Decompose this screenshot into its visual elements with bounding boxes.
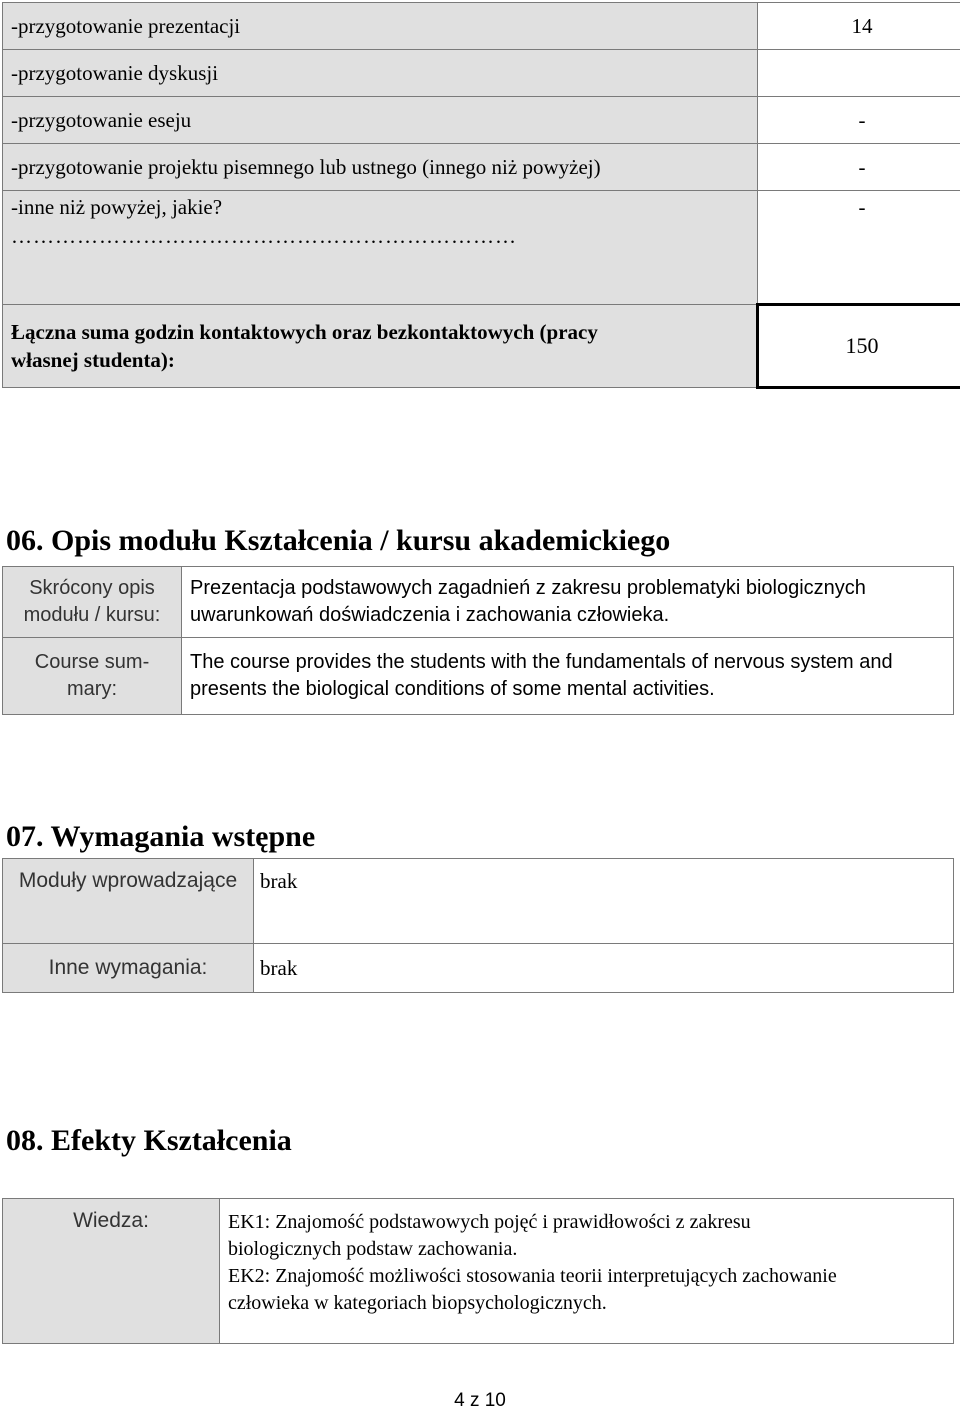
workload-label: -przygotowanie prezentacji bbox=[3, 3, 758, 50]
workload-label: -przygotowanie projektu pisemnego lub ustnego (innego niż powyżej) bbox=[3, 144, 758, 191]
total-row bbox=[3, 305, 960, 388]
table-row bbox=[3, 944, 954, 993]
table-row bbox=[3, 1199, 954, 1344]
label-line: Skrócony opis bbox=[29, 577, 155, 599]
outcome-line: EK2: Znajomość możliwości stosowania teorii interpretujących zachowanie bbox=[228, 1265, 837, 1287]
description-table bbox=[2, 566, 954, 715]
label-line: modułu / kursu: bbox=[23, 604, 161, 626]
section-06-title: 06. Opis modułu Kształcenia / kursu akademickiego bbox=[6, 524, 671, 557]
workload-value: - bbox=[758, 144, 960, 191]
knowledge-outcomes bbox=[220, 1199, 954, 1344]
workload-value: 14 bbox=[758, 3, 960, 50]
course-summary-text bbox=[182, 638, 954, 715]
intro-modules-label: Moduły wprowadzające bbox=[3, 859, 254, 944]
short-description-text bbox=[182, 567, 954, 638]
short-description-label bbox=[3, 567, 182, 638]
table-row bbox=[3, 638, 954, 715]
workload-other-cell bbox=[3, 191, 758, 305]
label-line: mary: bbox=[67, 678, 117, 700]
workload-label: -przygotowanie eseju bbox=[3, 97, 758, 144]
total-value: 150 bbox=[758, 305, 960, 388]
knowledge-label: Wiedza: bbox=[3, 1199, 220, 1344]
learning-outcomes-table bbox=[2, 1198, 954, 1344]
workload-value: - bbox=[758, 97, 960, 144]
section-07-title: 07. Wymagania wstępne bbox=[6, 820, 316, 853]
course-summary-label bbox=[3, 638, 182, 715]
total-label-line: własnej studenta): bbox=[11, 348, 175, 372]
workload-value: - bbox=[758, 191, 960, 305]
fill-in-dots: …………………………………………………………… bbox=[11, 224, 517, 248]
outcome-line: człowieka w kategoriach biopsychologicznych. bbox=[228, 1292, 607, 1314]
table-row bbox=[3, 3, 960, 50]
table-row bbox=[3, 50, 960, 97]
table-row bbox=[3, 567, 954, 638]
workload-table bbox=[2, 2, 960, 389]
text-line: uwarunkowań doświadczenia i zachowania człowieka. bbox=[190, 604, 670, 626]
table-row bbox=[3, 144, 960, 191]
outcome-line: EK1: Znajomość podstawowych pojęć i prawidłowości z zakresu bbox=[228, 1211, 751, 1233]
workload-label: -inne niż powyżej, jakie? bbox=[11, 195, 223, 219]
text-line: presents the biological conditions of some mental activities. bbox=[190, 678, 715, 700]
section-08-title: 08. Efekty Kształcenia bbox=[6, 1124, 292, 1157]
table-row bbox=[3, 191, 960, 305]
total-label-line: Łączna suma godzin kontaktowych oraz bezkontaktowych (pracy bbox=[11, 320, 598, 344]
outcome-line: biologicznych podstaw zachowania. bbox=[228, 1238, 518, 1260]
intro-modules-value: brak bbox=[254, 859, 954, 944]
other-requirements-label: Inne wymagania: bbox=[3, 944, 254, 993]
total-label bbox=[3, 305, 758, 388]
page-number: 4 z 10 bbox=[454, 1390, 506, 1411]
table-row bbox=[3, 97, 960, 144]
workload-value bbox=[758, 50, 960, 97]
label-line: Course sum- bbox=[34, 651, 150, 673]
text-line: Prezentacja podstawowych zagadnień z zakresu problematyki biologicznych bbox=[190, 577, 866, 599]
text-line: The course provides the students with the fundamentals of nervous system and bbox=[190, 651, 893, 673]
workload-label: -przygotowanie dyskusji bbox=[3, 50, 758, 97]
other-requirements-value: brak bbox=[254, 944, 954, 993]
table-row bbox=[3, 859, 954, 944]
requirements-table bbox=[2, 858, 954, 993]
